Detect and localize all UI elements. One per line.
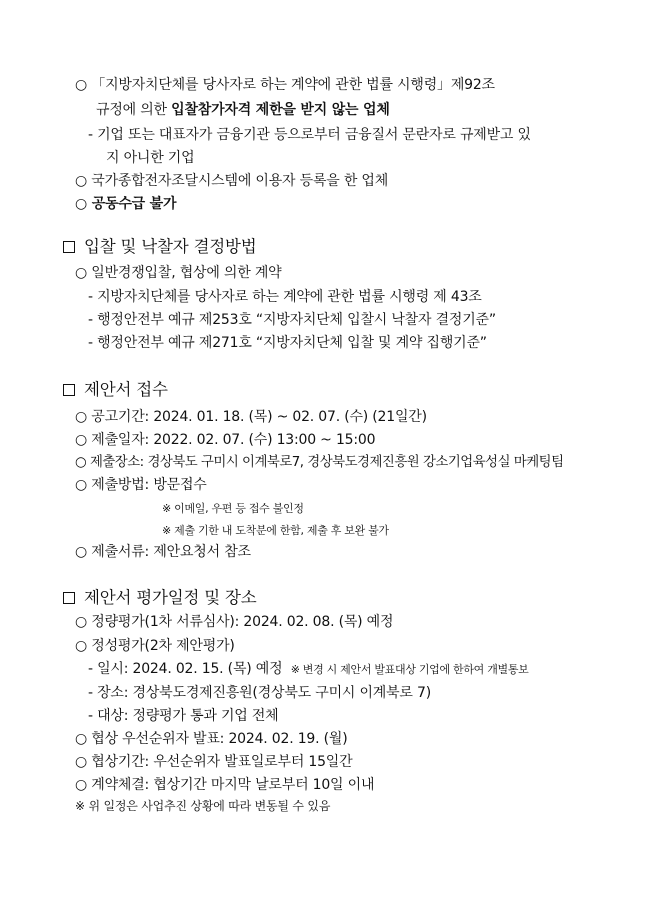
evaluation-announce: ○ 협상 우선순위자 발표: 2024. 02. 19. (월) [75,731,348,747]
checkbox-square-icon [63,592,75,604]
evaluation-contract: ○ 계약체결: 협상기간 마지막 날로부터 10일 이내 [75,777,375,793]
submission-note-deadline: ※ 제출 기한 내 도착분에 한함, 제출 후 보완 불가 [162,524,389,537]
evaluation-quantitative: ○ 정량평가(1차 서류심사): 2024. 02. 08. (목) 예정 [75,614,394,630]
eligibility-sub-financial: - 기업 또는 대표자가 금융기관 등으로부터 금융질서 문란자로 규제받고 있 [88,127,531,143]
section-evaluation-title: 제안서 평가일정 및 장소 [84,588,257,607]
evaluation-sub-place: - 장소: 경상북도경제진흥원(경상북도 구미시 이계북로 7) [88,685,431,701]
evaluation-qualitative: ○ 정성평가(2차 제안평가) [75,638,235,654]
eligibility-law-prefix: 규정에 의한 [96,102,172,118]
award-sub-rule-253: - 행정안전부 예규 제253호 “지방자치단체 입찰시 낙찰자 결정기준” [88,312,496,328]
submission-docs: ○ 제출서류: 제안요청서 참조 [75,544,251,560]
section-submission-title: 제안서 접수 [84,380,168,399]
evaluation-footnote: ※ 위 일정은 사업추진 상황에 따라 변동될 수 있음 [75,799,331,813]
evaluation-date-note: ※ 변경 시 제안서 발표대상 기업에 한하여 개별통보 [290,663,529,676]
eligibility-sub-financial-cont: 지 아니한 기업 [106,150,195,166]
evaluation-sub-date [88,660,529,679]
submission-place: ○ 제출장소: 경상북도 구미시 이계북로7, 경상북도경제진흥원 강소기업육성실 마케팅팀 [75,455,564,470]
section-award-heading [63,236,257,258]
eligibility-bullet-law: ○ 「지방자치단체를 당사자로 하는 계약에 관한 법률 시행령」제92조 [75,77,495,93]
eligibility-bullet-registration: ○ 국가종합전자조달시스템에 이용자 등록을 한 업체 [75,173,389,189]
submission-date: ○ 제출일자: 2022. 02. 07. (수) 13:00 ~ 15:00 [75,432,376,448]
eligibility-law-emphasis: 입찰참가자격 제한을 받지 않는 업체 [171,102,390,118]
section-evaluation-heading [63,587,257,609]
evaluation-negotiation: ○ 협상기간: 우선순위자 발표일로부터 15일간 [75,754,353,770]
award-sub-rule-271: - 행정안전부 예규 제271호 “지방자치단체 입찰 및 계약 집행기준” [88,335,487,351]
submission-note-email: ※ 이메일, 우편 등 접수 불인정 [162,502,304,515]
evaluation-date-text: - 일시: 2024. 02. 15. (목) 예정 [88,661,283,677]
section-award-title: 입찰 및 낙찰자 결정방법 [84,237,257,256]
submission-method: ○ 제출방법: 방문접수 [75,477,207,493]
section-submission-heading [63,379,168,401]
checkbox-square-icon [63,384,75,396]
eligibility-bullet-no-joint: ○ 공동수급 불가 [75,196,177,212]
evaluation-sub-target: - 대상: 정량평가 통과 기업 전체 [88,708,279,724]
checkbox-square-icon [63,241,75,253]
award-bullet: ○ 일반경쟁입찰, 협상에 의한 계약 [75,265,282,281]
submission-period: ○ 공고기간: 2024. 01. 18. (목) ~ 02. 07. (수) (21일간) [75,409,427,425]
award-sub-law: - 지방자치단체를 당사자로 하는 계약에 관한 법률 시행령 제 43조 [88,289,482,305]
eligibility-bullet-law-cont [96,101,390,119]
